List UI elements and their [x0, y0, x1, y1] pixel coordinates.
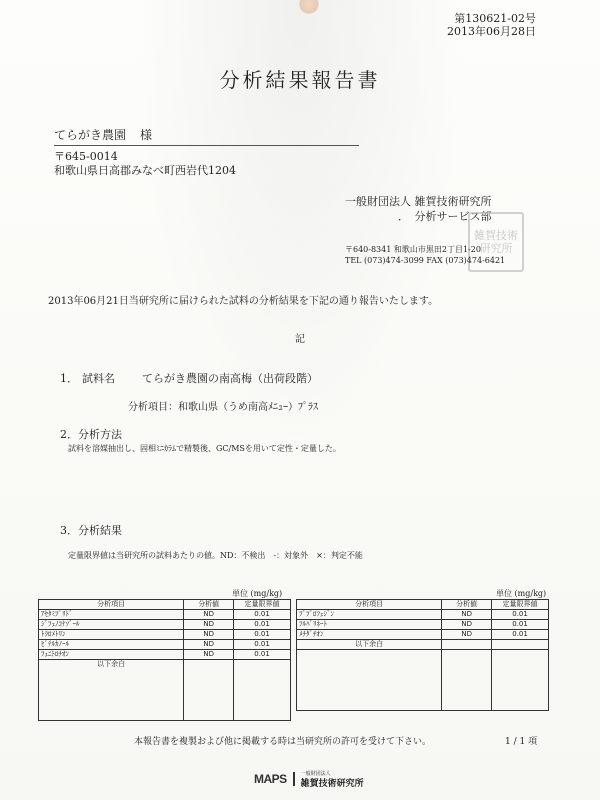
remainder-label: 以下余白: [39, 660, 184, 721]
issuer-org: 一般財団法人 雑賀技術研究所: [345, 195, 492, 208]
sample-name: てらがき農園の南高梅（出荷段階）: [142, 372, 318, 385]
company-seal: 雑賀技術研究所: [468, 212, 524, 272]
table-row: [39, 650, 291, 660]
results-note: 定量限界値は当研究所の試料あたりの値。ND：不検出 -：対象外 ×：判定不能: [68, 551, 363, 560]
col-header-value: 分析値: [184, 600, 234, 610]
row-limit: 0.01: [234, 630, 291, 640]
recipient-postal: 〒645-0014: [54, 150, 118, 163]
row-limit: 0.01: [234, 640, 291, 650]
row-value: ND: [442, 620, 492, 630]
row-limit: 0.01: [234, 610, 291, 620]
table-blank-row: [297, 650, 549, 711]
row-value: ND: [184, 630, 234, 640]
empty-cell: [297, 650, 442, 711]
row-item: ﾌﾙﾊﾞﾘﾈｰﾄ: [297, 620, 442, 630]
section-sample: [60, 370, 318, 386]
table-row: [297, 630, 549, 640]
row-limit: 0.01: [234, 620, 291, 630]
results-table-right: [296, 599, 549, 711]
intro-text: 2013年06月21日当研究所に届けられた試料の分析結果を下記の通り報告いたします。: [48, 296, 439, 307]
empty-cell: [492, 640, 549, 650]
empty-cell: [442, 650, 492, 711]
unit-label-right: 単位 (mg/kg): [496, 589, 547, 598]
row-value: ND: [184, 650, 234, 660]
col-header-limit: 定量限界値: [492, 600, 549, 610]
ki-marker: 記: [295, 334, 305, 345]
logo-mark: MAPS: [254, 772, 295, 786]
row-limit: 0.01: [492, 610, 549, 620]
table-header-row: [39, 600, 291, 610]
issuer-contact: [345, 244, 505, 266]
empty-cell: [442, 640, 492, 650]
doc-header: [447, 12, 536, 38]
empty-cell: [234, 660, 291, 721]
row-limit: 0.01: [234, 650, 291, 660]
row-value: ND: [184, 610, 234, 620]
row-item: ﾌｪﾆﾄﾛﾁｵﾝ: [39, 650, 184, 660]
recipient-name: てらがき農園: [54, 128, 127, 142]
row-item: ﾋﾟﾃﾙｶﾉｰﾙ: [39, 640, 184, 650]
empty-cell: [492, 650, 549, 711]
analysis-items: 分析項目：和歌山県（うめ南高ﾒﾆｭｰ）ﾌﾟﾗｽ: [128, 402, 318, 413]
recipient-honorific: 様: [140, 128, 153, 142]
col-header-value: 分析値: [442, 600, 492, 610]
row-item: ﾄﾗﾛﾒﾄﾘﾝ: [39, 630, 184, 640]
issuer-dept: ． 分析サービス部: [398, 210, 492, 223]
unit-label-left: 単位 (mg/kg): [232, 589, 283, 598]
section1-number: 1．: [60, 372, 78, 385]
table-row: [39, 640, 291, 650]
page-title: 分析結果報告書: [219, 68, 381, 92]
recipient-address: 和歌山県日高郡みなべ町西岩代1204: [54, 164, 236, 177]
row-limit: 0.01: [492, 620, 549, 630]
remainder-label: 以下余白: [297, 640, 442, 650]
table-row: [39, 610, 291, 620]
row-value: ND: [184, 620, 234, 630]
table-row: [297, 640, 549, 650]
method-text: 試料を溶媒抽出し、固相ﾐﾆｶﾗﾑで精製後、GC/MSを用いて定性・定量した。: [68, 444, 341, 453]
logo-text: [295, 769, 364, 789]
section2-heading: 2．分析方法: [60, 428, 122, 441]
row-value: ND: [184, 640, 234, 650]
logo-name: 雑賀技術研究所: [300, 779, 364, 789]
section3-heading: 3．分析結果: [60, 524, 122, 537]
table-row: [297, 610, 549, 620]
row-item: ﾒﾁﾀﾞﾁｵﾝ: [297, 630, 442, 640]
section1-label: 試料名: [82, 372, 115, 385]
footer-notice: 本報告書を複製および他に掲載する時は当研究所の許可を受けて下さい。: [134, 737, 432, 747]
row-item: ｱｾﾀﾐﾌﾟﾘﾄﾞ: [39, 610, 184, 620]
row-value: ND: [442, 610, 492, 620]
logo-subtitle: 一般財団法人: [300, 771, 331, 777]
row-value: ND: [442, 630, 492, 640]
row-limit: 0.01: [492, 630, 549, 640]
recipient-line: [54, 126, 359, 146]
doc-number: 第130621-02号: [454, 12, 536, 25]
issuer-address: 〒640-8341 和歌山市黒田2丁目1-20: [345, 245, 481, 254]
results-table-left: [38, 599, 291, 721]
col-header-item: 分析項目: [297, 600, 442, 610]
col-header-item: 分析項目: [39, 600, 184, 610]
staple-mark: [298, 0, 320, 14]
issuer-phone-fax: TEL (073)474-3099 FAX (073)474-6421: [345, 256, 506, 265]
table-header-row: [297, 600, 549, 610]
row-item: ﾌﾟﾌﾟﾛﾌｪｼﾞﾝ: [297, 610, 442, 620]
page-number: 1 / 1 項: [505, 737, 538, 747]
table-remainder-row: [39, 660, 291, 721]
table-row: [39, 620, 291, 630]
row-item: ｼﾞﾌｪﾉｺﾅｿﾞｰﾙ: [39, 620, 184, 630]
org-logo: [254, 768, 364, 790]
col-header-limit: 定量限界値: [234, 600, 291, 610]
doc-date: 2013年06月28日: [447, 25, 536, 38]
table-row: [297, 620, 549, 630]
empty-cell: [184, 660, 234, 721]
table-row: [39, 630, 291, 640]
